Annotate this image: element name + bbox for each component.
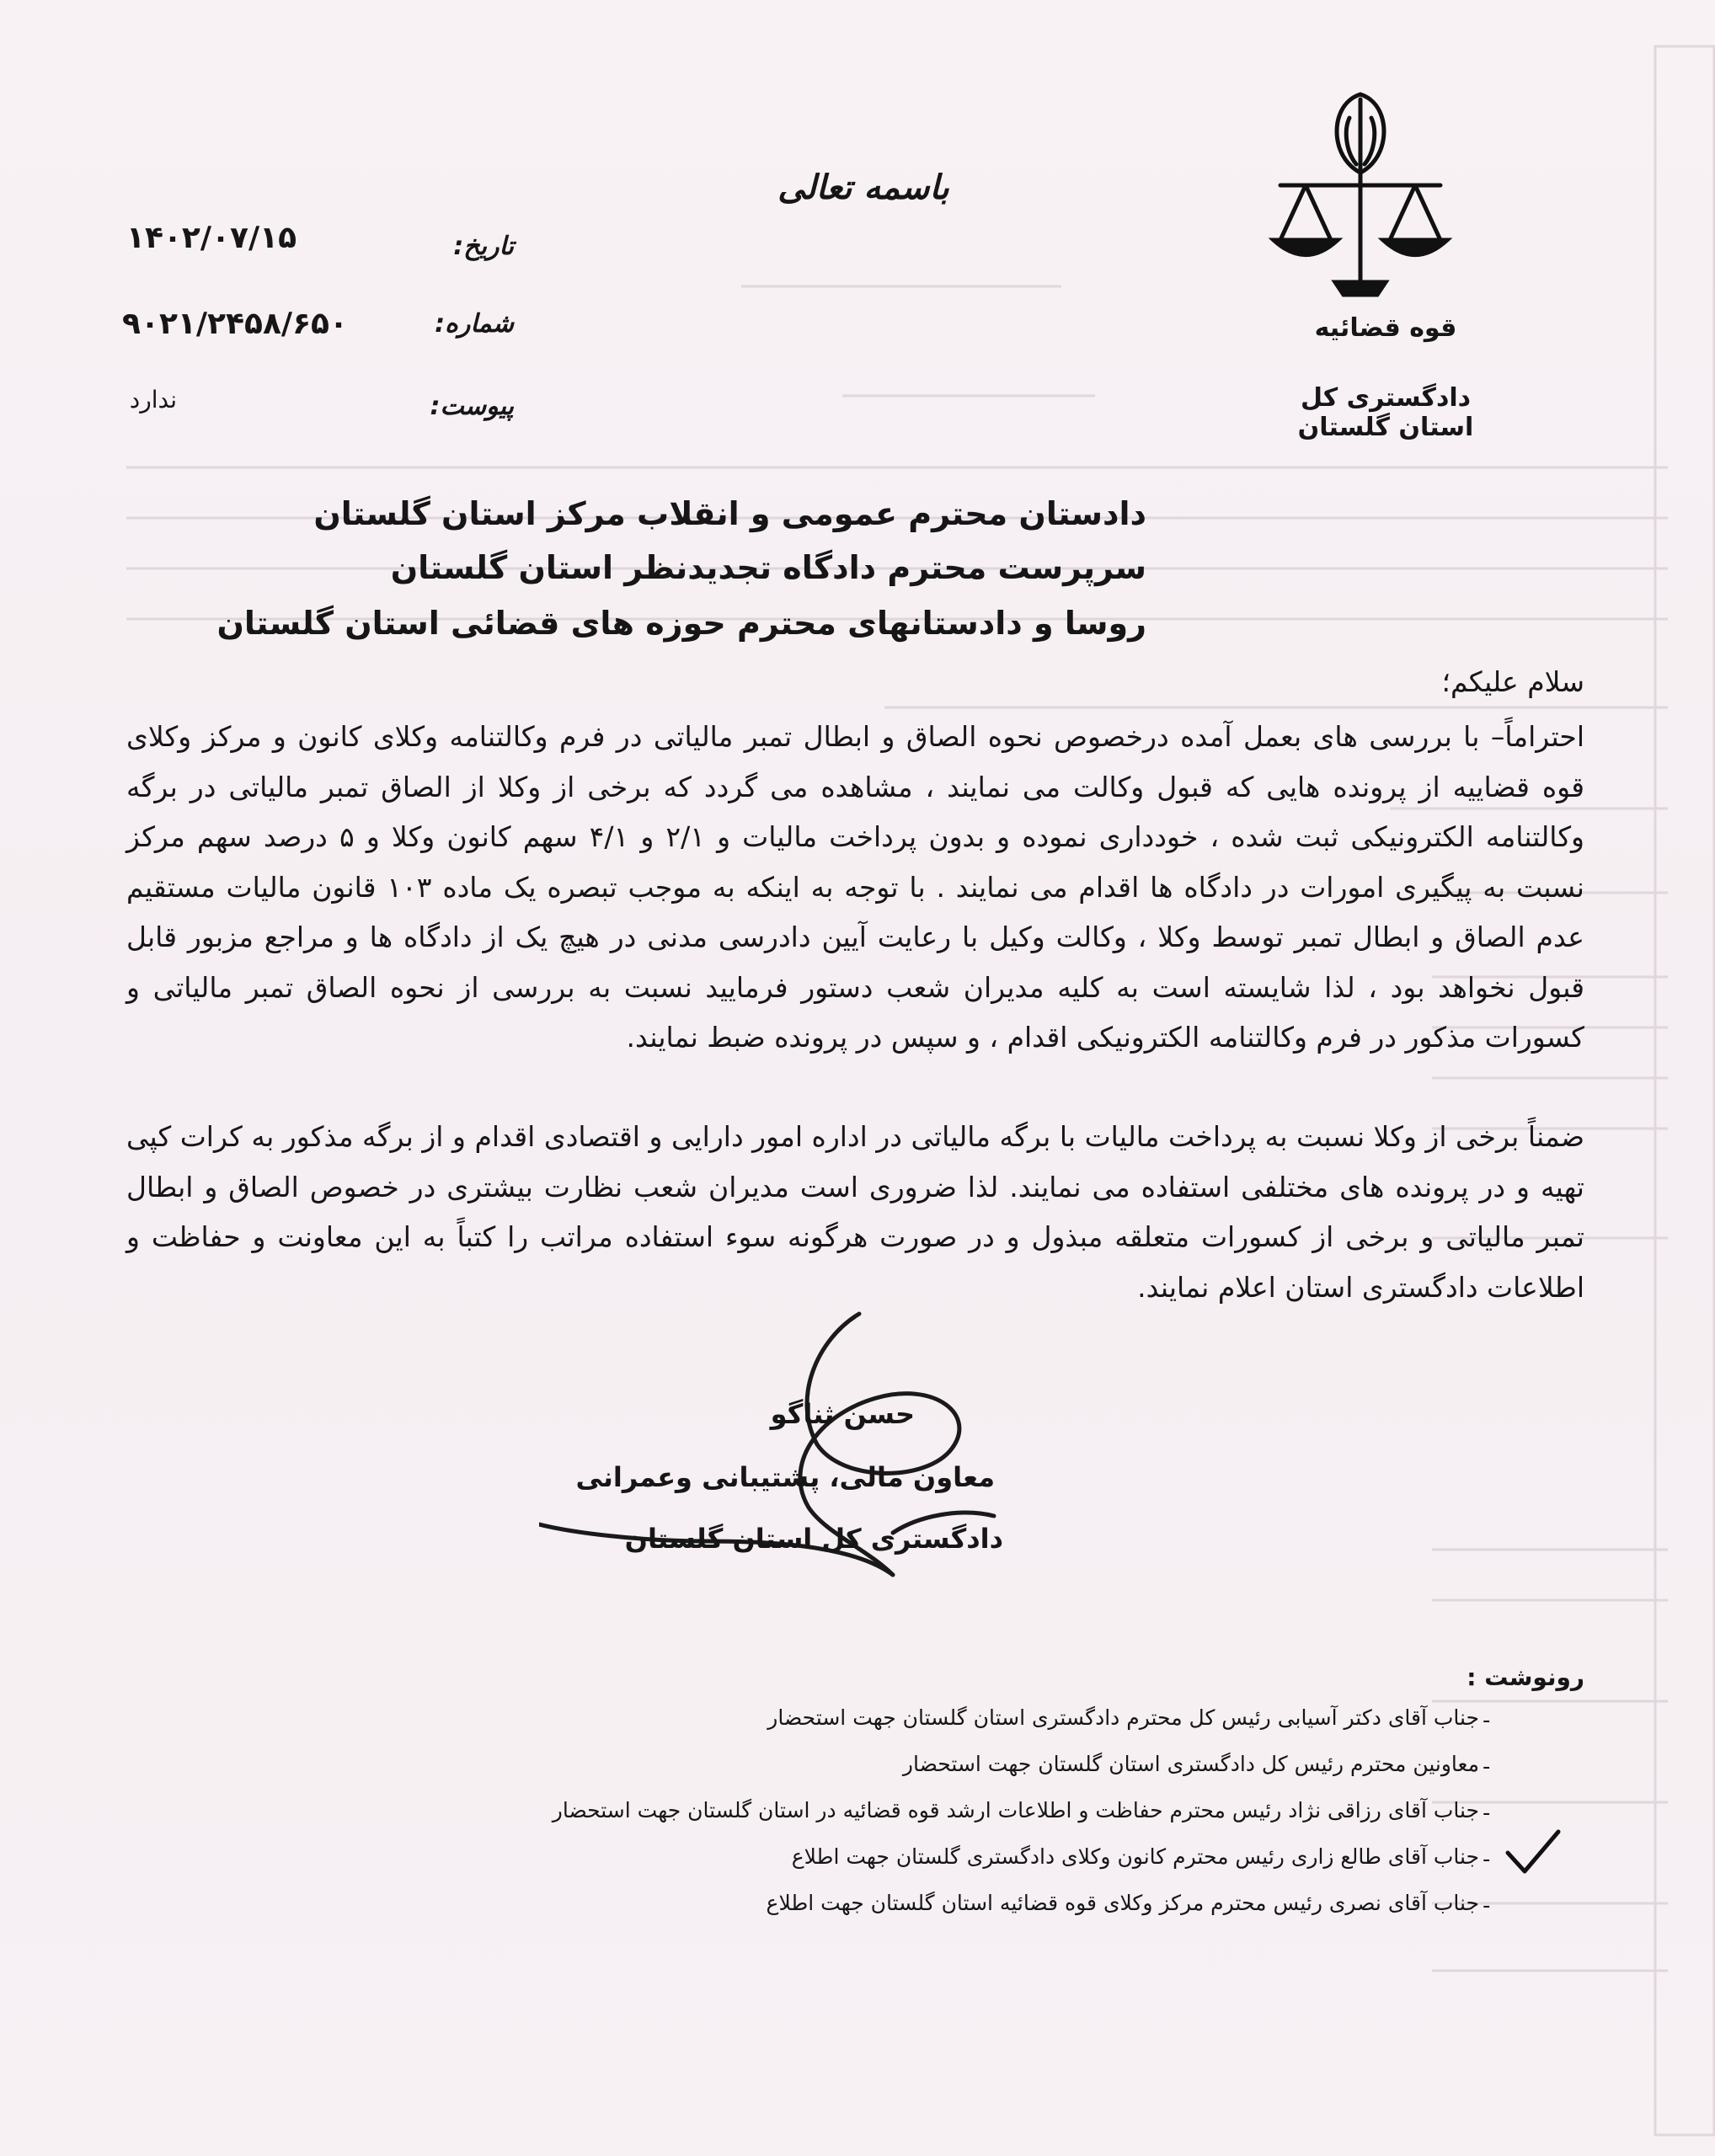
- recipient-1: دادستان محترم عمومی و انقلاب مرکز استان گلستان: [313, 495, 1146, 532]
- date-label: تاریخ:: [453, 232, 514, 261]
- attachment-value: ندارد: [129, 386, 177, 414]
- recipient-2: سرپرست محترم دادگاه تجدیدنظر استان گلستان: [390, 549, 1146, 586]
- org-line-1: قوه قضائیه: [1314, 313, 1457, 343]
- cc-item-1: جناب آقای دکتر آسیابی رئیس کل محترم دادگستری استان گلستان جهت استحضار: [767, 1705, 1479, 1730]
- date-value: ۱۴۰۲/۰۷/۱۵: [126, 221, 297, 255]
- signatory-title: معاون مالی، پشتیبانی وعمرانی: [575, 1461, 995, 1493]
- attachment-label: پیوست:: [430, 392, 514, 421]
- cc-item-5: جناب آقای نصری رئیس محترم مرکز وکلای قوه قضائیه استان گلستان جهت اطلاع: [766, 1891, 1479, 1915]
- number-value: ۹۰۲۱/۲۴۵۸/۶۵۰: [122, 307, 348, 341]
- signatory-org: دادگستری کل استان گلستان: [624, 1523, 1003, 1555]
- org-line-2: دادگستری کل استان گلستان: [1297, 383, 1474, 442]
- body-paragraph-1: احتراماً– با بررسی های بعمل آمده درخصوص نحوه الصاق و ابطال تمبر مالیاتی در فرم وکالتنامه وکلای کانون و مرکز وکلای قوه قضاییه از پرونده هایی که قبول وکالت می نمایند ، مشاهده می گردد که برخی از وکلا از الصاق تمبر مالیاتی در برگه وکالتنامه الکترونیکی ثبت شده ، خودداری نموده و بدون پرداخت مالیات و ۲/۱ و ۴/۱ سهم کانون وکلا و ۵ درصد سهم مرکز نسبت به پیگیری امورات در دادگاه ها اقدام می نمایند . با توجه به اینکه به موجب تبصره یک ماده ۱۰۳ قانون مالیات مستقیم عدم الصاق و ابطال تمبر توسط وکلا ، وکالت وکیل با رعایت آیین دادرسی مدنی در هیچ یک از دادگاه ها و مراجع مزبور قابل قبول نخواهد بود ، لذا شایسته است به کلیه مدیران شعب دستور فرمایید نسبت به بررسی از نحوه الصاق تمبر مالیاتی و کسورات مذکور در فرم وکالتنامه الکترونیکی اقدام ، و سپس در پرونده ضبط نمایند.: [126, 720, 1584, 1054]
- signatory-name: حسن ثناگو: [770, 1398, 915, 1430]
- cc-label: رونوشت :: [1467, 1663, 1584, 1691]
- judiciary-emblem-icon: [1255, 84, 1466, 303]
- cc-dash-4: -: [1483, 1847, 1491, 1872]
- body-paragraph-2: ضمناً برخی از وکلا نسبت به پرداخت مالیات با برگه مالیاتی در اداره امور دارایی و اقتصادی اقدام و از برگه مذکور به کرات کپی تهیه و در پرونده های مختلفی استفاده می نمایند. لذا ضروری است مدیران شعب نظارت بیشتری در خصوص الصاق و ابطال تمبر مالیاتی و برخی از کسورات متعلقه مبذول و در صورت هرگونه سوء استفاده مراتب را کتباً به این معاونت و حفاظت و اطلاعات دادگستری استان اعلام نمایند.: [126, 1120, 1584, 1304]
- cc-item-4: جناب آقای طالع زاری رئیس محترم کانون وکلای دادگستری گلستان جهت اطلاع: [791, 1844, 1479, 1869]
- bismillah-heading: باسمه تعالی: [777, 168, 949, 207]
- cc-dash-3: -: [1483, 1801, 1491, 1826]
- number-label: شماره:: [435, 309, 514, 339]
- check-mark-icon: [1504, 1828, 1563, 1878]
- recipient-3: روسا و دادستانهای محترم حوزه های قضائی استان گلستان: [216, 605, 1146, 642]
- cc-dash-1: -: [1483, 1708, 1491, 1733]
- cc-item-3: جناب آقای رزاقی نژاد رئیس محترم حفاظت و اطلاعات ارشد قوه قضائیه در استان گلستان جهت استحضار: [552, 1798, 1479, 1822]
- cc-item-2: معاونین محترم رئیس کل دادگستری استان گلستان جهت استحضار: [902, 1752, 1479, 1776]
- cc-dash-5: -: [1483, 1893, 1491, 1919]
- greeting: سلام علیکم؛: [1441, 665, 1584, 698]
- cc-dash-2: -: [1483, 1754, 1491, 1780]
